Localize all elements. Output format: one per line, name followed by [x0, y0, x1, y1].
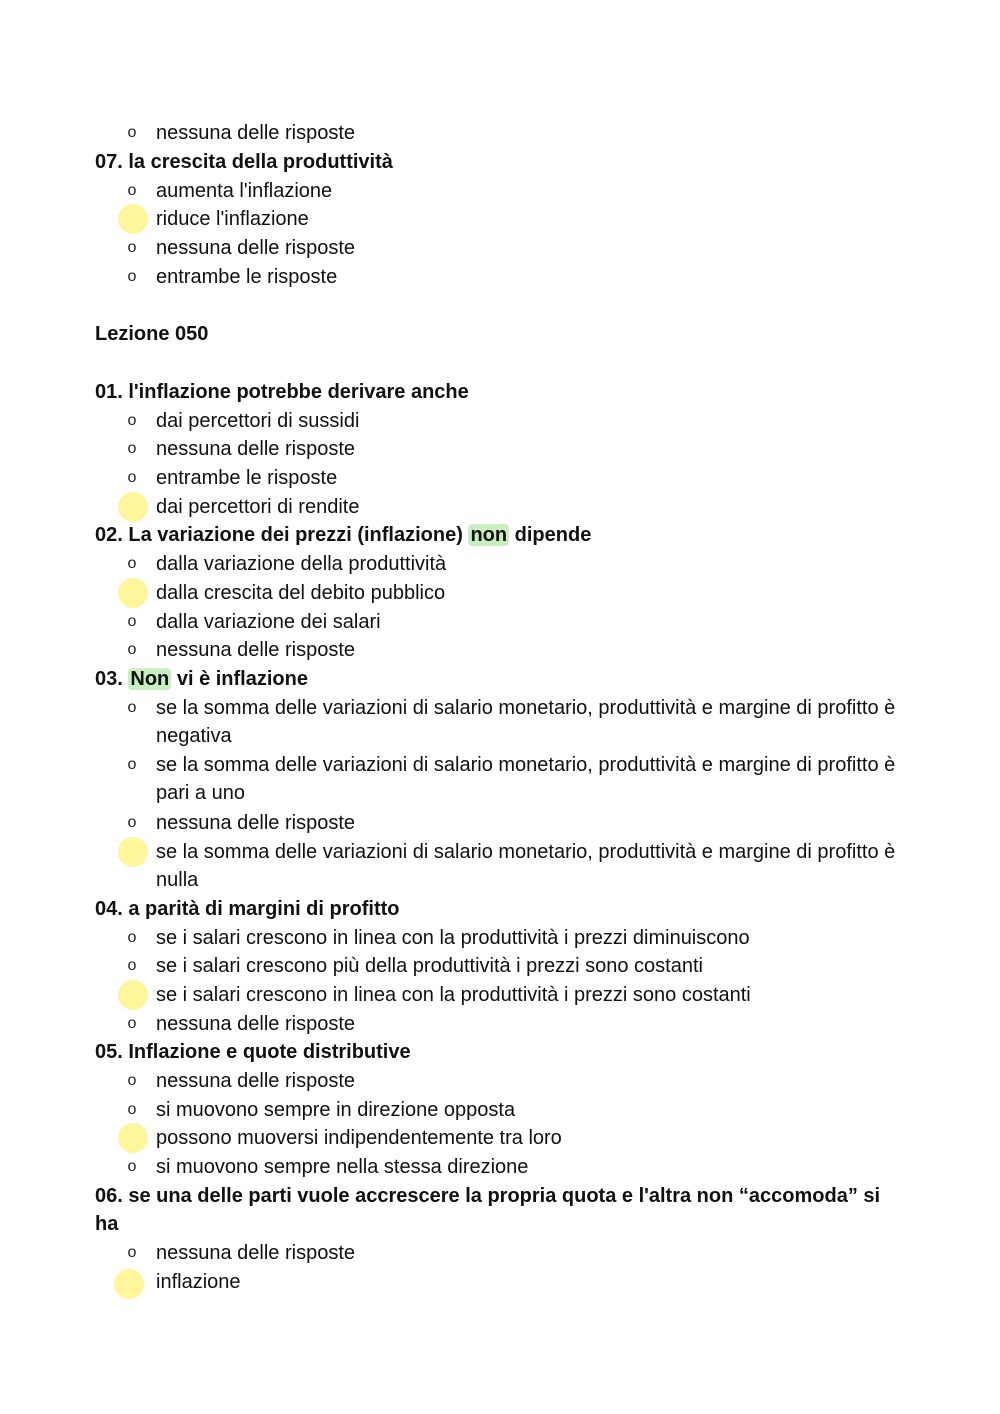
option-text: nessuna delle risposte: [156, 237, 356, 259]
option-item-answer: [0, 1268, 1000, 1296]
hollow-circle-bullet-icon: o: [127, 555, 137, 572]
question-text: vi è inflazione: [176, 668, 308, 690]
question-text: 03.: [95, 668, 123, 690]
hollow-circle-bullet-icon: o: [127, 1101, 137, 1118]
option-item: [0, 751, 896, 807]
hollow-circle-bullet-icon: o: [127, 957, 137, 974]
hollow-circle-bullet-icon: o: [127, 124, 137, 141]
answer-marker-icon: [118, 837, 148, 867]
option-text: nessuna delle risposte: [156, 1242, 356, 1264]
option-item: [0, 464, 1000, 492]
option-text: possono muoversi indipendentemente tra loro: [156, 1127, 562, 1149]
option-text: entrambe le risposte: [156, 467, 338, 489]
option-text: nessuna delle risposte: [156, 1013, 356, 1035]
option-item: [0, 1067, 1000, 1095]
hollow-circle-bullet-icon: o: [127, 440, 137, 457]
option-item: [0, 177, 1000, 205]
option-text: aumenta l'inflazione: [156, 180, 333, 202]
option-text: se la somma delle variazioni di salario monetario, produttività e margine di profitto è negativa: [156, 697, 896, 747]
question-text: dipende: [514, 524, 592, 546]
hollow-circle-bullet-icon: o: [127, 239, 137, 256]
option-text: nessuna delle risposte: [156, 639, 356, 661]
option-text: dalla variazione della produttività: [156, 553, 447, 575]
option-text: se i salari crescono in linea con la produttività i prezzi sono costanti: [156, 984, 751, 1006]
option-item: [0, 1010, 1000, 1038]
option-item: [0, 1153, 1000, 1181]
option-item: [0, 1239, 1000, 1267]
option-item: [0, 119, 1000, 147]
option-text: nessuna delle risposte: [156, 812, 356, 834]
option-text: se la somma delle variazioni di salario monetario, produttività e margine di profitto è pari a uno: [156, 754, 896, 804]
option-item: [0, 924, 1000, 952]
option-text: dalla variazione dei salari: [156, 611, 381, 633]
hollow-circle-bullet-icon: o: [127, 412, 137, 429]
hollow-circle-bullet-icon: o: [127, 929, 137, 946]
answer-marker-icon: [114, 1269, 144, 1299]
option-item: [0, 809, 1000, 837]
option-item-answer: [0, 1124, 1000, 1152]
option-text: si muovono sempre in direzione opposta: [156, 1099, 516, 1121]
answer-marker-icon: [118, 1123, 148, 1153]
option-text: dai percettori di rendite: [156, 496, 360, 518]
option-item: [0, 550, 1000, 578]
question-title: 01. l'inflazione potrebbe derivare anche: [95, 381, 469, 403]
answer-marker-icon: [118, 980, 148, 1010]
option-item: [0, 234, 1000, 262]
hollow-circle-bullet-icon: o: [127, 1072, 137, 1089]
option-text: se i salari crescono più della produttività i prezzi sono costanti: [156, 955, 703, 977]
hollow-circle-bullet-icon: o: [127, 756, 137, 773]
hollow-circle-bullet-icon: o: [127, 182, 137, 199]
option-text: entrambe le risposte: [156, 266, 338, 288]
option-item: [0, 608, 1000, 636]
option-item: [0, 694, 896, 750]
option-text: riduce l'inflazione: [156, 208, 309, 230]
hollow-circle-bullet-icon: o: [127, 613, 137, 630]
option-text: nessuna delle risposte: [156, 1070, 356, 1092]
option-text: nessuna delle risposte: [156, 438, 356, 460]
question-text: 02. La variazione dei prezzi (inflazione): [95, 524, 463, 546]
option-text: se i salari crescono in linea con la produttività i prezzi diminuiscono: [156, 927, 750, 949]
question-title: 06. se una delle parti vuole accrescere la propria quota e l'altra non “accomoda” si ha: [95, 1185, 881, 1235]
option-item: [0, 435, 1000, 463]
hollow-circle-bullet-icon: o: [127, 814, 137, 831]
option-text: si muovono sempre nella stessa direzione: [156, 1156, 529, 1178]
question-title: 07. la crescita della produttività: [95, 151, 393, 173]
answer-marker-icon: [118, 492, 148, 522]
question-title: 04. a parità di margini di profitto: [95, 898, 400, 920]
question-title: 05. Inflazione e quote distributive: [95, 1041, 411, 1063]
option-item: [0, 407, 1000, 435]
hollow-circle-bullet-icon: o: [127, 268, 137, 285]
option-item-answer: [0, 981, 1000, 1009]
highlighted-keyword: non: [470, 524, 508, 546]
option-item: [0, 263, 1000, 291]
option-text: se la somma delle variazioni di salario monetario, produttività e margine di profitto è nulla: [156, 841, 896, 891]
hollow-circle-bullet-icon: o: [127, 699, 137, 716]
question-title: [0, 521, 1000, 549]
option-text: inflazione: [156, 1271, 241, 1293]
hollow-circle-bullet-icon: o: [127, 641, 137, 658]
highlighted-keyword: Non: [130, 668, 170, 690]
answer-marker-icon: [118, 578, 148, 608]
option-item: [0, 636, 1000, 664]
hollow-circle-bullet-icon: o: [127, 1158, 137, 1175]
option-item-answer: [0, 205, 1000, 233]
option-text: nessuna delle risposte: [156, 122, 356, 144]
option-item: [0, 952, 1000, 980]
hollow-circle-bullet-icon: o: [127, 1015, 137, 1032]
section-title: Lezione 050: [95, 323, 209, 345]
question-title: [0, 665, 1000, 693]
hollow-circle-bullet-icon: o: [127, 1244, 137, 1261]
answer-marker-icon: [118, 204, 148, 234]
option-item: [0, 1096, 1000, 1124]
option-text: dalla crescita del debito pubblico: [156, 582, 446, 604]
option-text: dai percettori di sussidi: [156, 410, 360, 432]
hollow-circle-bullet-icon: o: [127, 469, 137, 486]
option-item-answer: [0, 838, 896, 894]
option-item-answer: [0, 579, 1000, 607]
option-item-answer: [0, 493, 1000, 521]
